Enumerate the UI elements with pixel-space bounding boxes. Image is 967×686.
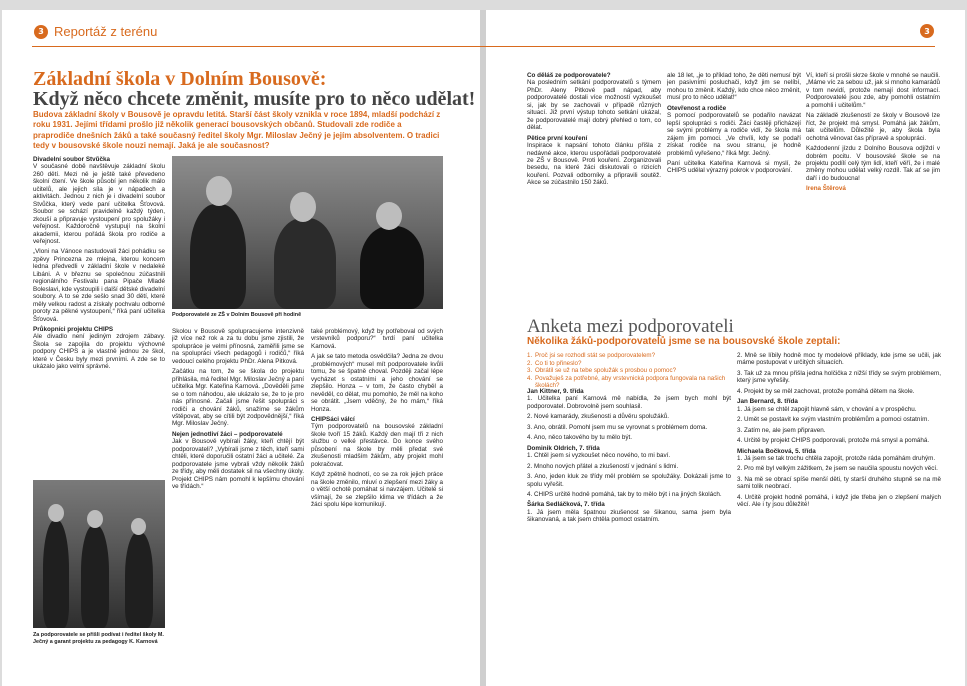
face [87,510,103,528]
answer: 2. Pro mě byl velkým zážitkem, že jsem se naučila spoustu nových věcí. [737,465,938,473]
person [81,525,109,628]
answer: 3. Ano, jeden kluk ze třídy měl problém se spolužáky. Dokázali jsme to spolu vyřešit. [527,473,731,488]
page-number-left: 3 [34,25,48,39]
photo-caption-teachers: Za podporovatele se přišli podívat i ředitel školy M. Ječný a garant projektu za pedagogy K. Karnová [33,632,164,645]
face [48,504,64,522]
article-subtitle: Když něco chcete změnit, musíte pro to něco udělat! [33,88,476,110]
respondent: Jan Kittner, 9. třída [527,388,584,395]
respondent: Michaela Bočková, 5. třída [737,447,816,455]
survey-questions [527,352,731,390]
right-column-1 [527,72,661,302]
answer: 2. Nové kamarády, zkušenosti a důvěru spolužáků. [527,413,669,421]
heading: Otevřenost a rodiče [667,104,727,112]
paragraph: ale 18 let, „je to příklad toho, že děti nemusí být jen pasivními posluchači, když jim se nelíbí, mohou to změnit. Každý, kdo chce něco změnit, musí pro to něco udělat!“ [667,72,801,102]
survey-answers-right [737,352,941,676]
paragraph: A jak se tato metoda osvědčila? Jedna ze dvou „problémových“ musel mít podporovatele kvůli tomu, že se špatně choval. Později začal lépe vycházet s ostatními a jeho chování se zlepšilo. Honza – v tom, že často chyběl a nevěděl, co dělat, mu pomohlo, že měl na koho se obrátit. „Jsem vděčný, že ho mám,“ říká Honza. [311,353,443,413]
article-column-1 [33,156,165,474]
answer: 4. CHIPS určitě hodně pomáhá, tak by to mělo být i na jiných školách. [527,490,722,498]
person [43,520,69,628]
paragraph: Inspirace k napsání tohoto článku přišla z nedávné akce, kterou uspořádali podporovatelé ze ZŠ v Bousově. Proti kouření. Zorganizovali besedu, na které žáci diskutovali o rizicích kouření. Pozvali odborníky a připravili soutěž. Akce se zúčastnilo 150 žáků. [527,142,661,187]
paragraph: „Vloni na Vánoce nastudovali žáci pohádku se zpěvy Princezna ze mlejna, kterou koncem ledna předvedli v základní škole v nedaleké Libáni. A v březnu se společnou zúčastnili regionálního Festivalu pana Pipače Mladé Boleslavi, kde vystoupili i další dětské divadelní soubory. A to se zde sešlo snad 30 dětí, které měly velkou radost a získaly pochvalu odborné poroty za pěkné vystoupení,“ říká paní učitelka Šťovová. [33,248,165,323]
face [131,518,146,535]
running-header-right [920,24,934,38]
paragraph: Jak v Bousově vybírali žáky, kteří chtějí být podporovateli? „Vybírali jsme z těch, kteří sami chtěli, které doporučili ostatní žáci a učitelé. Za podporovatele jsme vybrali vždy několik žáků ze třídy, aby měli dostatek sil na všechny úkoly. Projekt CHIPS nám pomohl k lepšímu chování ve třídách.“ [172,438,304,491]
paragraph: V současné době navštěvuje základní školu 260 dětí. Mezi ně je ještě také převedeno školní čtení. Ve škole působí jen několik málo učitelů, ale jejich síla je v nápadech a aktivitách. Jednou z nich je i divadelní soubor Stvůčka, který vede paní učitelka Šťovová. Soubor se schází pravidelně každý týden, zkouší a připravuje vystoupení pro spolužáky i veřejnost. Každoročně vystupují na školní akademii, kterou pořádá škola pro rodiče a veřejnost. [33,163,165,245]
answer: 1. Chtěl jsem si vyzkoušet něco nového, to mi baví. [527,452,671,460]
heading: Nejen jednotliví žáci – podporovatelé [172,430,283,438]
answer: 1. Já jsem měla špatnou zkušenost se šikanou, sama jsem byla šikanovaná, a tak jsem chtěla pomoct ostatním. [527,508,731,524]
respondent: Jan Bernard, 8. třída [737,398,798,406]
question: 4. Považuješ za potřebné, aby vrstevnická podpora fungovala na našich školách? [527,374,726,390]
answer: 3. Tak už za mnou přišla jedna holčička z nižší třídy se svým problémem, který jsme vyřešily. [737,369,941,385]
answer: 4. Určitě projekt hodně pomáhá, i když jde třeba jen o zlepšení malých věcí. Ale i ty jsou důležité! [737,493,941,509]
heading: CHIPSáci válcí [311,415,355,423]
photo-caption-supporters: Podporovatelé ze ZŠ v Dolním Bousově při hodině [172,312,302,318]
right-column-2 [667,72,801,302]
person [360,226,424,309]
article-column-3 [311,328,443,668]
face [206,176,232,206]
heading: Průkopníci projektu CHIPS [33,325,114,333]
article-title: Základní škola v Dolním Bousově: [33,68,327,90]
author-name: Irena Štěrová [806,185,846,193]
running-header-left [34,24,157,39]
paragraph: Každodenní jízdu z Dolního Bousova odjíždí v dobrém pocitu. V bousovské škole se na projektu podílí celý tým lidí, kteří věří, že i malé změny mohou udělat velký rozdíl. Tak ať se jim daří i do budoucna! [806,145,940,182]
respondent: Šárka Sedláčková, 7. třída [527,501,605,509]
answer: 1. Učitelka paní Karnová mě nabídla, že jsem bych mohl být podporovatel. Dobrovolně jsem souhlasil. [527,395,731,410]
paragraph: Když zpětně hodnotí, co se za rok jejich práce na škole změnilo, mluví o zlepšení mezi žáky a o větší ochotě pomáhat si navzájem. Učitelé si všímají, že se zlepšilo klima ve třídách a že žáci spolu lépe komunikují. [311,471,443,508]
question: 2. Co ti to přineslo? [527,359,582,367]
photo-teachers [33,480,165,628]
article-lead: Budova základní školy v Bousově je opravdu letitá. Starší část školy vznikla v roce 1894, mladší podchází z roku 1931. Jejími třídami prošlo již několik generací bousovských občanů. Studovali zde rodiče a praprodiče dnešních žáků a také současný ředitel školy Mgr. Miloslav Ječný je jejím absolventem. O tradici tedy v bousovské škole nouzi nemají. Jaká je ale současnost? [33,110,441,150]
answer: 2. Umět se postavit ke svým vlastním problémům a pomoci ostatním. [737,416,930,424]
answer: 2. Mnoho nových přátel a zkušeností v jednání s lidmi. [527,462,679,470]
face [376,202,402,230]
section-label: Reportáž z terénu [54,24,158,39]
person [125,532,153,628]
paragraph: Na základě zkušeností ze školy v Bousově lze říct, že projekt má smysl. Pomáhá jak žákům, tak učitelům. Důležité je, aby škola byla ochotná věnovat čas přípravě a spolupráci. [806,112,940,142]
survey-title: Anketa mezi podporovateli [527,316,734,337]
answer: 3. Na mě se obrací spíše menší děti, ty starší druhého stupně se na mě sami tolik neobrací. [737,475,941,491]
article-column-2 [172,328,304,668]
paragraph: Na posledním setkání podporovatelů s týmem PhDr. Aleny Pitkové padl nápad, aby podporovatelé dostali více možností vyzkoušet si, jak by se zachovali v případě různých situací. Již první výstup tohoto setkání ukázal, že podporovatelé mají dobrý přehled o tom, co dělat. [527,79,661,132]
paragraph: Paní učitelka Kateřina Karnová si myslí, že CHIPS udělal výrazný pokrok v podporování. [667,159,801,175]
survey-answers-left [527,388,731,676]
right-column-3 [806,72,940,312]
face [290,192,316,222]
person [190,204,246,309]
question: 1. Proč jsi se rozhodl stát se podporovatelem? [527,352,656,359]
paragraph: Ví, kteří si prošli skrze škole v mnohé se naučili. „Máme víc za sebou už, jak si mnoho kamarádů v tom nevidí, protože nemají dost informací. Podporovatelé jsou zde, aby pomohli ostatním a pomohli i učitelům.“ [806,72,940,109]
photo-supporters [172,156,443,309]
paragraph: Tým podporovatelů na bousovské základní škole tvoří 15 žáků. Každý den mají tři z nich službu o velké přestávce. Do konce svého působení na škole by měli předat své zkušenosti mladším žákům, aby projekt mohl pokračovat. [311,423,443,468]
paragraph: S pomocí podporovatelů se podařilo navázat lepší spolupráci s rodiči. Žáci častěji přicházejí se svými problémy a rodiče vidí, že škola má zájem jim pomoci. „Ve chvíli, kdy se podaří získat rodiče na svou stranu, je hodně problémů vyřešeno,“ říká Mgr. Ječný. [667,112,801,157]
heading: Divadelní soubor Stvůčka [33,156,110,163]
answer: 3. Zatím ne, ale jsem připraven. [737,426,826,434]
respondent: Dominik Oldrich, 7. třída [527,444,600,452]
person [274,218,336,309]
answer: 2. Mně se líbily hodně moc ty modelové příklady, kde jsme se učili, jak máme postupovat v určitých situacích. [737,352,941,367]
paragraph: Školou v Bousově spolupracujeme intenzivně již více než rok a za tu dobu jsme zjistili, že spolupráce je velmi přínosná, zaměřili jsme se na spolupráci všech pedagogů i rodičů,“ říká vedoucí celého projektu PhDr. Alena Pitková. [172,328,304,365]
header-rule [32,46,935,47]
survey-subtitle: Několika žáků-podporovatelů jsme se na bousovské škole zeptali: [527,336,841,347]
paragraph: Začátku na tom, že se škola do projektu přihlásila, má ředitel Mgr. Miloslav Ječný a paní učitelka Mgr. Kateřina Karnová. „Dověděli jsme se o tom náhodou, ale ukázalo se, že to je pro nás přínosné. Začali jsme řešit spolupráci s rodiči a chování žáků, snažíme se žákům vštěpovat, aby se cítili být zodpovědnější,“ říká Mgr. Miloslav Ječný. [172,368,304,428]
heading: Co děláš ze podporovatele? [527,72,611,79]
answer: 1. Já jsem se chtěl zapojit hlavně sám, v chování a v prospěchu. [737,405,917,413]
answer: 3. Ano, obrátil. Pomohl jsem mu se vyrovnat s problémem doma. [527,423,708,431]
heading: Pětice první kouření [527,134,588,142]
answer: 4. Určitě by projekt CHIPS podporovali, protože má smysl a pomáhá. [737,437,930,445]
answer: 4. Projekt by se měl zachovat, protože pomáhá dětem na škole. [737,387,915,395]
paragraph: také problémový, když by potřeboval od svých vrstevníků podporu?“ tvrdí paní učitelka Karnová. [311,328,443,350]
page-number-right: 3 [920,24,934,38]
answer: 1. Já jsem se tak trochu chtěla zapojit, protože ráda pomáhám druhým. [737,454,936,462]
paragraph: Ale divadlo není jediným zdrojem zábavy. Škola se zapojila do projektu výchovné podpory CHIPS a je vlastně jednou ze škol, které v Česku byly mezi prvními. A zde se to ukázalo jako velmi správné. [33,333,165,371]
answer: 4. Ano, něco takového by tu mělo být. [527,434,633,442]
question: 3. Obrátil se už na tebe spolužák s prosbou o pomoc? [527,367,677,375]
